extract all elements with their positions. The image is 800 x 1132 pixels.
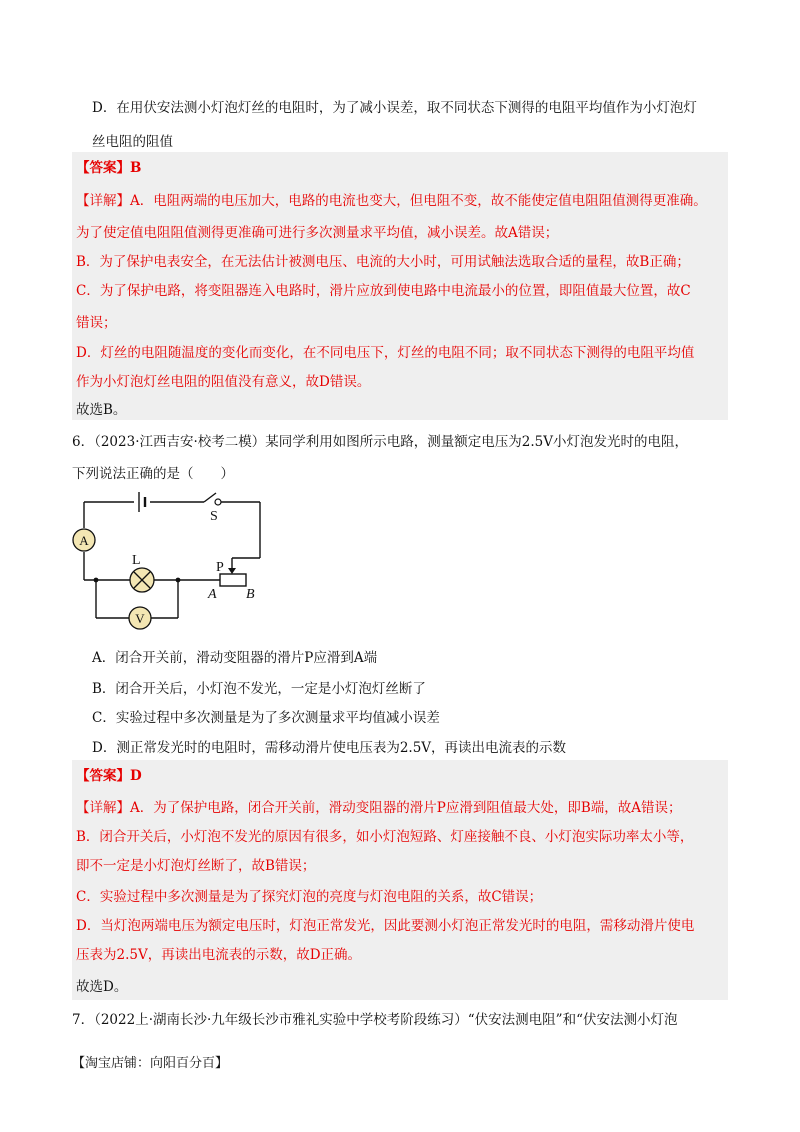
q6-stem-line1: 6．（2023·江西吉安·校考二模）某同学利用如图所示电路，测量额定电压为2.5V小灯泡发光时的电阻，	[72, 434, 688, 450]
slider-arrow	[228, 568, 236, 574]
footer-shop: 【淘宝店铺：向阳百分百】	[72, 1056, 229, 1071]
lamp-label: L	[132, 553, 141, 568]
answer5-conclusion: 故选B。	[76, 402, 127, 418]
answer5-detail-2: 为了使定值电阻阻值测得更准确可进行多次测量求平均值，减小误差。故A错误；	[76, 225, 559, 241]
voltmeter-label: V	[135, 611, 145, 626]
answer6-label: 【答案】D	[76, 768, 142, 784]
prev-option-d-line2: 丝电阻的阻值	[92, 134, 173, 150]
answer5-detail-6: D．灯丝的电阻随温度的变化而变化，在不同电压下，灯丝的电阻不同；取不同状态下测得的电阻平均值	[76, 345, 695, 361]
circuit-diagram	[68, 488, 278, 636]
switch-contact	[215, 499, 221, 505]
answer6-conclusion: 故选D。	[76, 979, 128, 995]
answer5-detail-4: C．为了保护电路，将变阻器连入电路时，滑片应放到使电路中电流最小的位置，即阻值最大位置，故C	[76, 283, 691, 299]
answer6-detail-1: 【详解】A．为了保护电路，闭合开关前，滑动变阻器的滑片P应滑到阻值最大处，即B端，故A错误；	[76, 800, 682, 816]
q6-option-b: B．闭合开关后，小灯泡不发光，一定是小灯泡灯丝断了	[92, 681, 426, 697]
q6-option-d: D．测正常发光时的电阻时，需移动滑片使电压表为2.5V，再读出电流表的示数	[92, 740, 567, 756]
answer6-detail-5: D．当灯泡两端电压为额定电压时，灯泡正常发光，因此要测小灯泡正常发光时的电阻，需移动滑片使电	[76, 918, 695, 934]
end-b-label: B	[246, 587, 255, 602]
answer6-detail-4: C．实验过程中多次测量是为了探究灯泡的亮度与灯泡电阻的关系，故C错误；	[76, 889, 543, 905]
switch-label: S	[210, 509, 218, 524]
q6-option-c: C．实验过程中多次测量是为了多次测量求平均值减小误差	[92, 710, 440, 726]
ammeter-label: A	[79, 533, 89, 548]
answer6-detail-6: 压表为2.5V，再读出电流表的示数，故D正确。	[76, 947, 362, 963]
prev-option-d-line1: D．在用伏安法测小灯泡灯丝的电阻时，为了减小误差，取不同状态下测得的电阻平均值作为小灯泡灯	[92, 100, 697, 116]
slider-label: P	[216, 560, 224, 575]
q7-stem-line1: 7．（2022上·湖南长沙·九年级长沙市雅礼实验中学校考阶段练习）“伏安法测电阻”和“伏安法测小灯泡	[72, 1012, 678, 1028]
answer5-detail-1: 【详解】A．电阻两端的电压加大，电路的电流也变大，但电阻不变，故不能使定值电阻阻值测得更准确。	[76, 193, 707, 209]
answer6-detail-2: B．闭合开关后，小灯泡不发光的原因有很多，如小灯泡短路、灯座接触不良、小灯泡实际功率太小等，	[76, 829, 694, 845]
q6-stem-line2: 下列说法正确的是（ ）	[72, 466, 234, 482]
answer6-detail-3: 即不一定是小灯泡灯丝断了，故B错误；	[76, 858, 316, 874]
junction-left	[94, 578, 99, 583]
end-a-label: A	[208, 587, 217, 602]
answer5-detail-3: B．为了保护电表安全，在无法估计被测电压、电流的大小时，可用试触法选取合适的量程，故B正确；	[76, 254, 690, 270]
q6-option-a: A．闭合开关前，滑动变阻器的滑片P应滑到A端	[92, 650, 378, 666]
junction-right	[176, 578, 181, 583]
answer5-detail-5: 错误；	[76, 315, 117, 331]
answer5-label: 【答案】B	[76, 160, 142, 176]
answer5-detail-7: 作为小灯泡灯丝电阻的阻值没有意义，故D错误。	[76, 374, 371, 390]
